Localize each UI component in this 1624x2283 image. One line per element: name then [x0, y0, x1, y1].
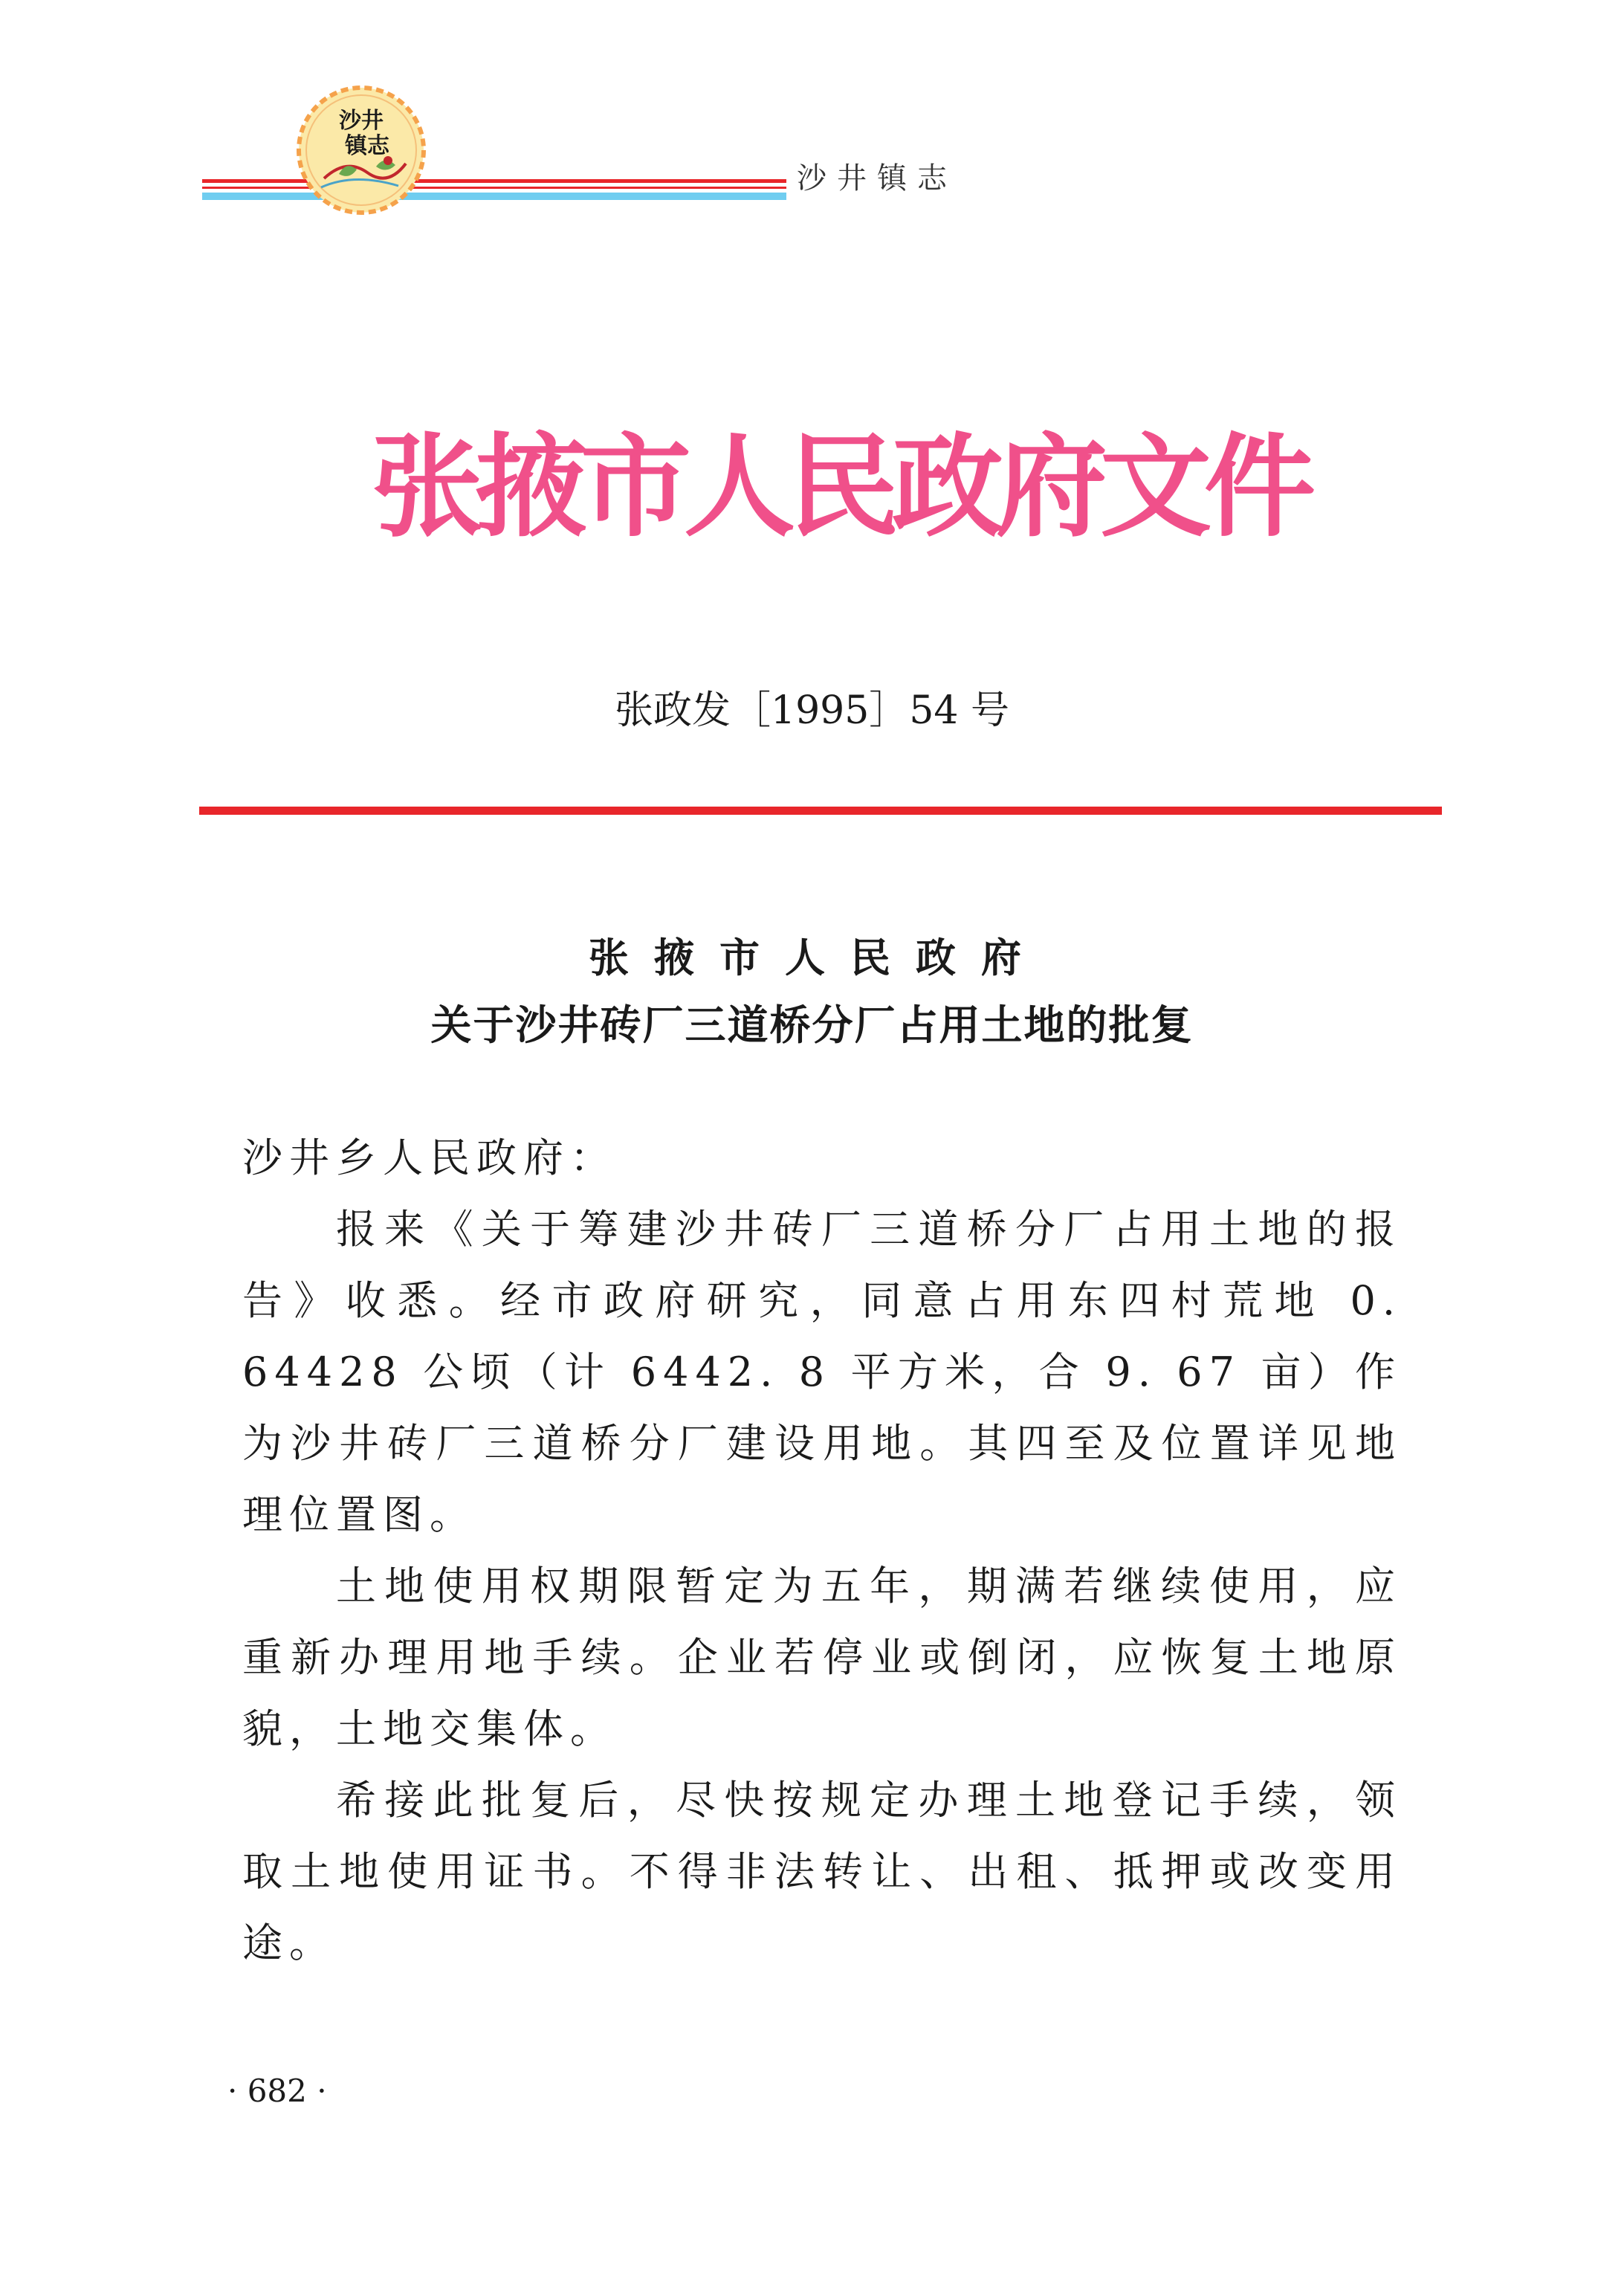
- running-header-title: 沙井镇志: [797, 161, 957, 196]
- document-number: [0, 688, 1624, 733]
- body-paragraph-2: 土地使用权期限暂定为五年，期满若继续使用，应重新办理用地手续。企业若停业或倒闭，应恢复土地原貌，土地交集体。: [242, 1563, 1402, 1752]
- body-paragraph-1: 报来《关于筹建沙井砖厂三道桥分厂占用土地的报告》收悉。经市政府研究，同意占用东四村荒地 0. 64428 公顷（计 6442. 8 平方米，合 9. 67 亩）作为沙井砖厂三道桥分厂建设用地。其四至及位置详见地理位置图。: [242, 1206, 1402, 1538]
- document-number-year: ［1995］: [731, 688, 908, 733]
- body-paragraph-3: 希接此批复后，尽快按规定办理土地登记手续，领取土地使用证书。不得非法转让、出租、抵押或改变用途。: [242, 1777, 1402, 1966]
- document-number-value: 54 号: [909, 688, 1010, 733]
- red-separator-rule: [199, 807, 1442, 815]
- logo-text-bottom: 镇志: [345, 133, 389, 159]
- header-red-line-1: [202, 179, 786, 183]
- page-number: · 682 ·: [227, 2073, 327, 2109]
- logo-text-top: 沙井: [339, 108, 384, 134]
- book-logo-icon: [294, 83, 428, 217]
- document-body: [242, 1123, 1402, 1979]
- document-title-line-1: 张掖市人民政府: [589, 934, 1046, 981]
- document-issuer-header: 张掖市人民政府文件: [372, 422, 1309, 552]
- document-number-prefix: 张政发: [614, 688, 731, 733]
- header-red-line-2: [202, 187, 786, 189]
- header-blue-line: [202, 193, 786, 200]
- document-title-line-2: 关于沙井砖厂三道桥分厂占用土地的批复: [430, 1001, 1194, 1049]
- addressee: 沙井乡人民政府：: [242, 1134, 617, 1181]
